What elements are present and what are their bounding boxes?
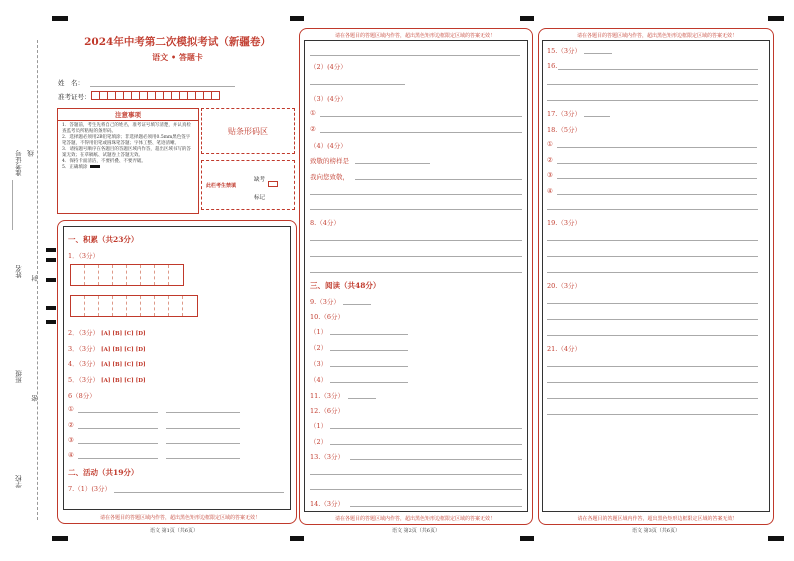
absent-box bbox=[201, 160, 295, 210]
answer-line[interactable] bbox=[114, 492, 284, 493]
timing-mark bbox=[52, 536, 68, 541]
timing-mark bbox=[290, 536, 304, 541]
timing-mark bbox=[290, 16, 304, 21]
answer-line[interactable] bbox=[310, 84, 405, 85]
timing-mark bbox=[46, 248, 56, 252]
answer-line[interactable] bbox=[547, 382, 758, 383]
q2-label: 2．（3分） [A] [B] [C] [D] bbox=[68, 329, 146, 337]
q15-label: 15.（3分） bbox=[547, 47, 581, 55]
sidebar-line: 线 bbox=[27, 150, 35, 157]
circle-label: ② bbox=[68, 421, 74, 429]
q7-4-label: （4）(4分） bbox=[310, 142, 347, 150]
barcode-area bbox=[201, 108, 295, 154]
page-footer: 语文 第1页（共6页） bbox=[150, 528, 198, 534]
q4-options[interactable]: [A] [B] [C] [D] bbox=[101, 362, 146, 368]
sidebar-bind: 密 bbox=[31, 395, 39, 402]
answer-line[interactable] bbox=[320, 132, 522, 133]
timing-mark bbox=[46, 278, 56, 282]
page-subtitle: 语文 • 答题卡 bbox=[152, 52, 203, 62]
boundary-notice: 请在各题目的答题区域内作答，超出黑色矩形边框限定区域的答案无效！ bbox=[334, 516, 495, 522]
answer-line[interactable] bbox=[78, 458, 158, 459]
notice-item: 1．答题前，考生先将自己的姓名，准考证号填写清楚，并认真检查监考员所粘贴的条形码。 bbox=[62, 123, 191, 134]
q6-label: 6（8分） bbox=[68, 392, 96, 400]
q16-label: 16. bbox=[547, 62, 558, 70]
q5-options[interactable]: [A] [B] [C] [D] bbox=[101, 378, 146, 384]
answer-line[interactable] bbox=[343, 304, 371, 305]
timing-mark bbox=[768, 536, 784, 541]
timing-mark bbox=[52, 16, 68, 21]
answer-line[interactable] bbox=[350, 506, 522, 507]
name-label: 姓 名： bbox=[58, 79, 84, 87]
timing-mark bbox=[46, 320, 56, 324]
answer-line[interactable] bbox=[310, 55, 520, 56]
answer-line[interactable] bbox=[547, 414, 758, 415]
q5-label: 5．（3分） [A] [B] [C] [D] bbox=[68, 376, 146, 384]
boundary-notice: 请在各题目的答题区域内作答，超出黑色矩形边框限定区域的答案无效！ bbox=[576, 33, 737, 39]
answer-line[interactable] bbox=[166, 443, 240, 444]
answer-line[interactable] bbox=[166, 428, 240, 429]
answer-line[interactable] bbox=[310, 474, 522, 475]
q1-label: 1．（3分） bbox=[68, 252, 100, 260]
q20-label: 20.（3分） bbox=[547, 282, 581, 290]
answer-line[interactable] bbox=[330, 382, 408, 383]
circle-label: ① bbox=[68, 405, 74, 413]
q3-label: 3．（3分） [A] [B] [C] [D] bbox=[68, 345, 146, 353]
circle-label: ② bbox=[547, 156, 553, 164]
section1-title: 一、积累（共23分） bbox=[68, 235, 139, 244]
answer-line[interactable] bbox=[330, 444, 522, 445]
q13-label: 13.（3分） bbox=[310, 453, 344, 461]
timing-mark bbox=[520, 536, 534, 541]
q3-options[interactable]: [A] [B] [C] [D] bbox=[101, 347, 146, 353]
sub-label: （3） bbox=[310, 360, 328, 368]
page-title: 2024年中考第二次模拟考试（新疆卷） bbox=[84, 36, 271, 48]
answer-line[interactable] bbox=[547, 398, 758, 399]
circle-label: ① bbox=[310, 109, 316, 117]
fill-prompt-2: 我向您致敬， bbox=[310, 173, 349, 181]
answer-line[interactable] bbox=[310, 240, 522, 241]
section3-title: 三、阅读（共48分） bbox=[310, 281, 381, 290]
q7-3-label: （3）(4分） bbox=[310, 95, 347, 103]
answer-line[interactable] bbox=[547, 256, 758, 257]
q21-label: 21.（4分） bbox=[547, 345, 581, 353]
answer-line[interactable] bbox=[557, 163, 757, 164]
q1-grid-row[interactable] bbox=[70, 264, 184, 286]
circle-label: ① bbox=[547, 140, 553, 148]
answer-line[interactable] bbox=[547, 303, 758, 304]
answer-line[interactable] bbox=[547, 209, 758, 210]
q7-label: 7.（1）(3分） bbox=[68, 485, 112, 493]
answer-line[interactable] bbox=[355, 179, 522, 180]
notice-title: 注意事项 bbox=[58, 109, 198, 121]
boundary-notice: 请在各题目的答题区域内作答，超出黑色矩形边框限定区域的答案无效！ bbox=[577, 516, 738, 522]
answer-line[interactable] bbox=[310, 489, 522, 490]
answer-line[interactable] bbox=[547, 84, 758, 85]
sub-label: （1） bbox=[310, 422, 328, 430]
boundary-notice: 请在各题目的答题区域内作答，超出黑色矩形边框限定区域的答案无效！ bbox=[99, 515, 260, 521]
q18-label: 18.（5分） bbox=[547, 126, 581, 134]
section2-title: 二、活动（共19分） bbox=[68, 468, 139, 477]
answer-line[interactable] bbox=[547, 366, 758, 367]
answer-line[interactable] bbox=[557, 178, 757, 179]
sidebar-fill-line bbox=[12, 180, 13, 230]
answer-line[interactable] bbox=[348, 398, 376, 399]
timing-mark bbox=[46, 306, 56, 310]
q4-label: 4．（3分） [A] [B] [C] [D] bbox=[68, 360, 146, 368]
page-footer: 语文 第3页（共6页） bbox=[632, 528, 680, 534]
notice-item: 2．选择题必须用2B铅笔填涂；非选择题必须用0.5mm黑色签字笔答题，不得用铅笔或圆珠笔答题；字体工整、笔迹清晰。 bbox=[62, 135, 191, 146]
notice-item: 5．正确填涂 bbox=[62, 165, 88, 170]
timing-mark bbox=[768, 16, 784, 21]
answer-line[interactable] bbox=[350, 459, 522, 460]
fill-prompt-1: 致敬的榜样是 bbox=[310, 157, 349, 165]
answer-line[interactable] bbox=[355, 163, 430, 164]
answer-line[interactable] bbox=[330, 366, 408, 367]
answer-line[interactable] bbox=[547, 335, 758, 336]
circle-label: ④ bbox=[68, 451, 74, 459]
circle-label: ② bbox=[310, 125, 316, 133]
answer-line[interactable] bbox=[547, 272, 758, 273]
notice-item: 3．请按题号顺序在各题目的答题区域内作答，超出区域书写的答案无效；在草稿纸、试题卷上答题无效。 bbox=[62, 147, 191, 158]
q19-label: 19.（3分） bbox=[547, 219, 581, 227]
barcode-label: 贴条形码区 bbox=[228, 126, 268, 136]
circle-label: ④ bbox=[547, 187, 553, 195]
sub-label: （1） bbox=[310, 328, 328, 336]
answer-line[interactable] bbox=[557, 147, 757, 148]
absent-checkbox[interactable] bbox=[268, 181, 278, 187]
answer-line[interactable] bbox=[166, 412, 240, 413]
sub-label: （2） bbox=[310, 344, 328, 352]
answer-line[interactable] bbox=[78, 412, 158, 413]
q11-label: 11.（3分） bbox=[310, 392, 344, 400]
answer-line[interactable] bbox=[320, 116, 522, 117]
answer-line[interactable] bbox=[558, 69, 758, 70]
absent-mark2: 标记 bbox=[254, 195, 266, 201]
answer-line[interactable] bbox=[584, 53, 612, 54]
fill-sample bbox=[90, 165, 100, 168]
q10-label: 10.（6分） bbox=[310, 313, 344, 321]
ticket-label: 准考证号： bbox=[58, 93, 91, 101]
q12-label: 12.（6分） bbox=[310, 407, 344, 415]
answer-line[interactable] bbox=[78, 428, 158, 429]
answer-line[interactable] bbox=[310, 209, 522, 210]
sidebar-class: 班级 bbox=[15, 370, 23, 383]
q14-label: 14.（3分） bbox=[310, 500, 344, 508]
notice-item: 4．保持卡面清洁，不要折叠、不要弄破。 bbox=[62, 159, 146, 164]
q1-grid-row[interactable] bbox=[70, 295, 198, 317]
notice-box bbox=[57, 108, 199, 214]
sidebar-ticket: 准考证号 bbox=[15, 150, 23, 176]
sidebar-seal: 封 bbox=[31, 275, 39, 282]
ticket-number-boxes[interactable] bbox=[91, 91, 219, 100]
answer-line[interactable] bbox=[330, 334, 408, 335]
answer-line[interactable] bbox=[547, 319, 758, 320]
answer-line[interactable] bbox=[310, 256, 522, 257]
answer-line[interactable] bbox=[584, 116, 610, 117]
circle-label: ③ bbox=[68, 436, 74, 444]
q2-options[interactable]: [A] [B] [C] [D] bbox=[101, 331, 146, 337]
circle-label: ③ bbox=[547, 171, 553, 179]
q7-2-label: （2）(4分） bbox=[310, 63, 347, 71]
answer-line[interactable] bbox=[330, 350, 408, 351]
answer-inner-2 bbox=[304, 40, 528, 512]
q8-label: 8.（4分） bbox=[310, 219, 340, 227]
page-footer: 语文 第2页（共6页） bbox=[392, 528, 440, 534]
sub-label: （4） bbox=[310, 376, 328, 384]
answer-line[interactable] bbox=[310, 194, 522, 195]
sidebar-name: 姓名 bbox=[15, 265, 23, 278]
absent-mark1: 缺考 bbox=[254, 177, 266, 183]
timing-mark bbox=[46, 258, 56, 262]
answer-line[interactable] bbox=[547, 100, 758, 101]
q17-label: 17.（3分） bbox=[547, 110, 581, 118]
answer-line[interactable] bbox=[557, 194, 757, 195]
absent-label: 此栏考生禁填 bbox=[206, 183, 237, 189]
answer-line[interactable] bbox=[166, 458, 240, 459]
answer-line[interactable] bbox=[310, 272, 522, 273]
q9-label: 9.（3分） bbox=[310, 298, 340, 306]
answer-line[interactable] bbox=[330, 428, 522, 429]
sidebar-school: 学校 bbox=[15, 475, 23, 488]
answer-line[interactable] bbox=[78, 443, 158, 444]
answer-line[interactable] bbox=[547, 240, 758, 241]
timing-mark bbox=[520, 16, 534, 21]
name-field[interactable] bbox=[90, 86, 235, 87]
boundary-notice: 请在各题目的答题区域内作答，超出黑色矩形边框限定区域的答案无效！ bbox=[334, 33, 495, 39]
sub-label: （2） bbox=[310, 438, 328, 446]
